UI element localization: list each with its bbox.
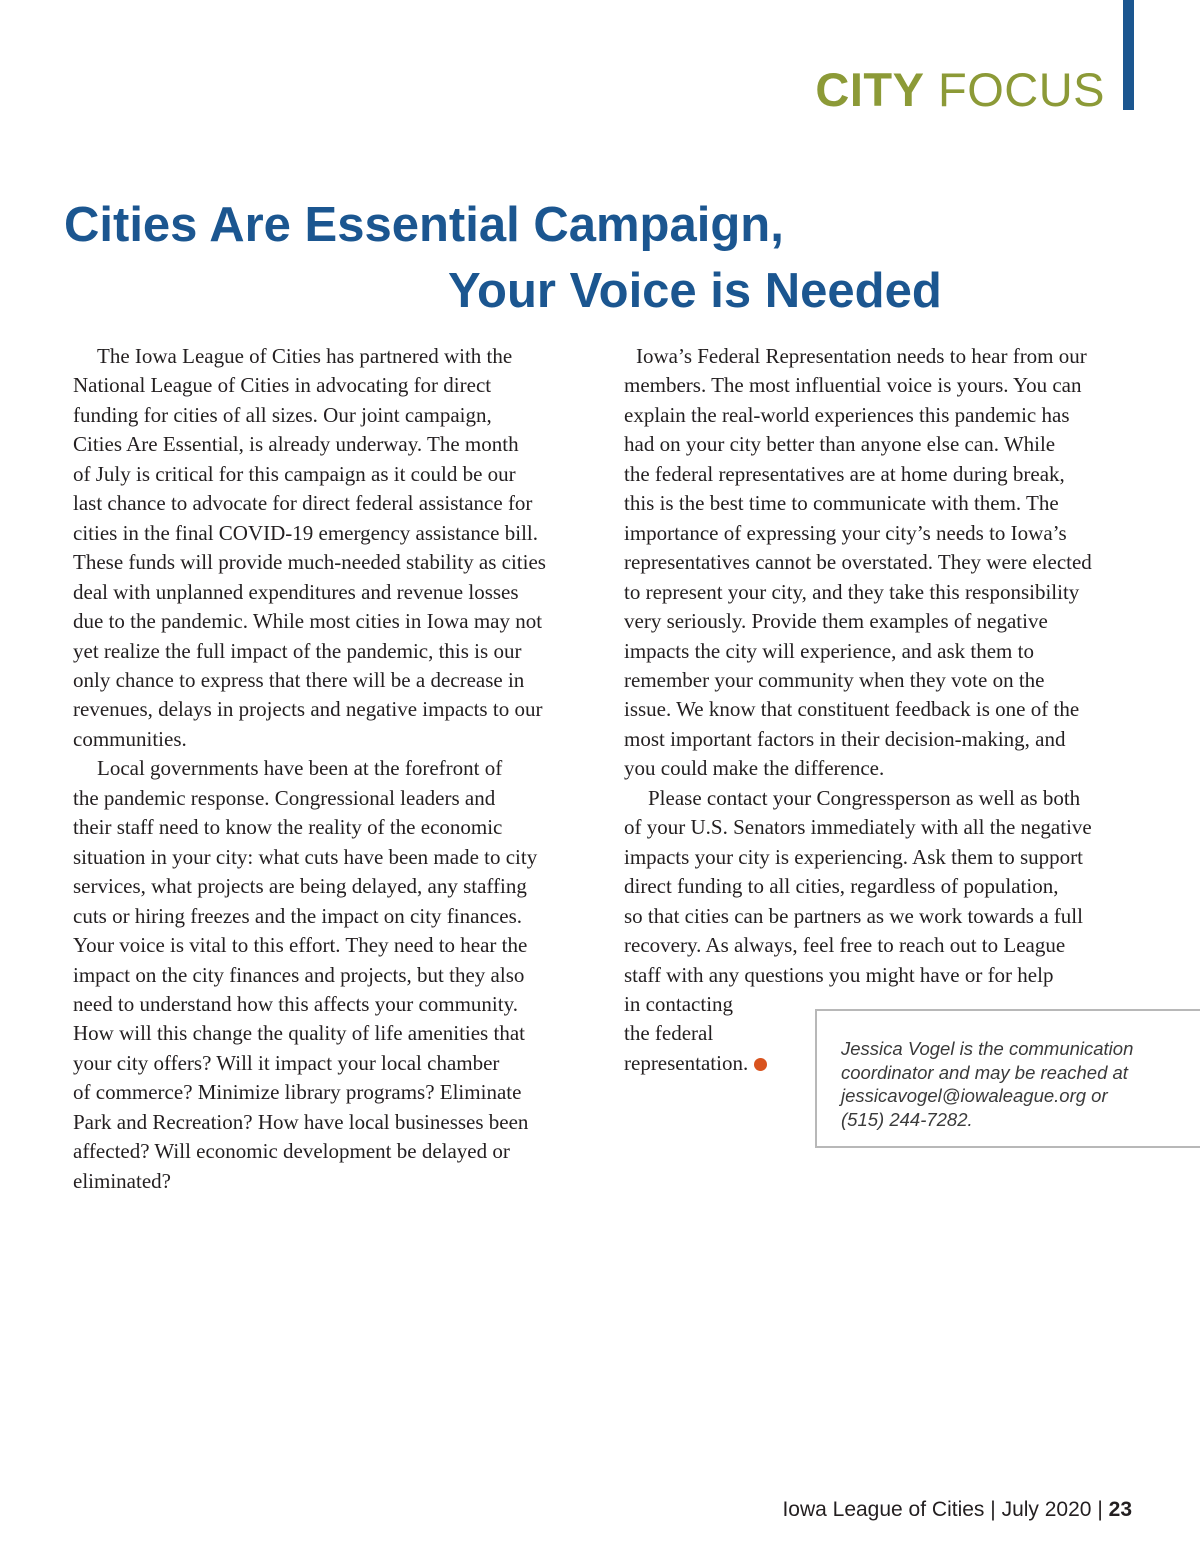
text-line: These funds will provide much-needed stability as cities (73, 550, 546, 575)
bio-phone-line: (515) 244-7282. (841, 1108, 973, 1130)
text-line: importance of expressing your city’s needs to Iowa’s (624, 520, 1067, 545)
page-footer (782, 1497, 1132, 1523)
end-of-article-dot-icon (754, 1058, 767, 1071)
text-line: issue. We know that constituent feedback is one of the (624, 697, 1080, 722)
article-right-column (624, 342, 1129, 1078)
author-bio-box (815, 1009, 1200, 1148)
text-line: of your U.S. Senators immediately with all the negative (624, 815, 1092, 840)
footer-separator: | (990, 1498, 996, 1521)
text-line-last-text: representation. (624, 1050, 749, 1075)
text-line: Iowa’s Federal Representation needs to hear from our (636, 344, 1087, 368)
text-line: last chance to advocate for direct federal assistance for (73, 491, 533, 516)
footer-separator: | (1097, 1498, 1103, 1521)
author-bio-text (841, 1037, 1181, 1131)
text-line: of commerce? Minimize library programs? Eliminate (73, 1080, 522, 1105)
section-label-strong: CITY (815, 63, 925, 116)
text-line: Please contact your Congressperson as well as both (648, 785, 1081, 810)
footer-publication: Iowa League of Cities (782, 1498, 985, 1521)
text-line: eliminated? (73, 1168, 171, 1193)
text-line: recovery. As always, feel free to reach out to League (624, 933, 1066, 958)
text-line: National League of Cities in advocating for direct (73, 373, 492, 398)
text-line: revenues, delays in projects and negative impacts to our (73, 697, 543, 722)
text-line: impacts your city is experiencing. Ask them to support (624, 844, 1084, 869)
bio-line: coordinator and may be reached at (841, 1061, 1128, 1083)
text-line: impact on the city finances and projects, but they also (73, 962, 525, 987)
text-line: the federal (624, 1021, 714, 1046)
left-paragraph-2 (73, 754, 587, 1196)
text-line: Your voice is vital to this effort. They need to hear the (73, 933, 528, 958)
bio-email-line: jessicavogel@iowaleague.org or (841, 1085, 1108, 1106)
text-line: of July is critical for this campaign as it could be our (73, 461, 516, 486)
article-left-column (73, 342, 587, 1196)
right-paragraph-1 (624, 342, 1129, 784)
text-line: impacts the city will experience, and ask them to (624, 638, 1034, 663)
text-line: cuts or hiring freezes and the impact on city finances. (73, 903, 522, 928)
text-line: explain the real-world experiences this pandemic has (624, 402, 1070, 427)
text-line: your city offers? Will it impact your local chamber (73, 1050, 500, 1075)
article-title-line-2: Your Voice is Needed (448, 264, 942, 318)
section-label (815, 62, 1105, 118)
text-line: direct funding to all cities, regardless of population, (624, 874, 1059, 899)
text-line: to represent your city, and they take this responsibility (624, 579, 1080, 604)
header-accent-bar (1123, 0, 1134, 110)
text-line: members. The most influential voice is yours. You can (624, 373, 1082, 398)
footer-issue: July 2020 (1001, 1498, 1092, 1521)
text-line: need to understand how this affects your community. (73, 991, 518, 1016)
bio-line: Jessica Vogel is the communication (841, 1038, 1134, 1059)
text-line: funding for cities of all sizes. Our joint campaign, (73, 402, 492, 427)
article-title (64, 192, 1064, 324)
text-line: most important factors in their decision-making, and (624, 726, 1066, 751)
text-line: representatives cannot be overstated. They were elected (624, 550, 1092, 575)
left-paragraph-1 (73, 342, 587, 754)
text-line: so that cities can be partners as we work towards a full (624, 903, 1083, 928)
text-line: remember your community when they vote on the (624, 667, 1045, 692)
text-line: very seriously. Provide them examples of negative (624, 609, 1048, 634)
text-line: situation in your city: what cuts have been made to city (73, 844, 538, 869)
text-line: only chance to express that there will be a decrease in (73, 667, 525, 692)
text-line: due to the pandemic. While most cities in Iowa may not (73, 609, 543, 634)
text-line: How will this change the quality of life amenities that (73, 1021, 525, 1046)
section-label-light: FOCUS (938, 63, 1105, 116)
text-line: you could make the difference. (624, 756, 885, 781)
text-line: Local governments have been at the forefront of (97, 756, 503, 781)
text-line: yet realize the full impact of the pandemic, this is our (73, 638, 522, 663)
text-line: this is the best time to communicate with them. The (624, 491, 1059, 516)
text-line: staff with any questions you might have or for help (624, 962, 1054, 987)
text-line: communities. (73, 726, 187, 751)
text-line: the federal representatives are at home during break, (624, 461, 1065, 486)
article-title-line-1: Cities Are Essential Campaign, (64, 198, 784, 252)
text-line: deal with unplanned expenditures and revenue losses (73, 579, 519, 604)
footer-page-number: 23 (1108, 1498, 1132, 1521)
text-line: their staff need to know the reality of the economic (73, 815, 503, 840)
text-line: had on your city better than anyone else can. While (624, 432, 1056, 457)
text-line: the pandemic response. Congressional leaders and (73, 785, 496, 810)
text-line: affected? Will economic development be delayed or (73, 1139, 510, 1164)
text-line: cities in the final COVID-19 emergency assistance bill. (73, 520, 538, 545)
text-line: Cities Are Essential, is already underway. The month (73, 432, 519, 457)
text-line: The Iowa League of Cities has partnered with the (97, 344, 513, 368)
text-line: in contacting (624, 991, 734, 1016)
text-line: services, what projects are being delayed, any staffing (73, 874, 527, 899)
text-line: Park and Recreation? How have local businesses been (73, 1109, 529, 1134)
